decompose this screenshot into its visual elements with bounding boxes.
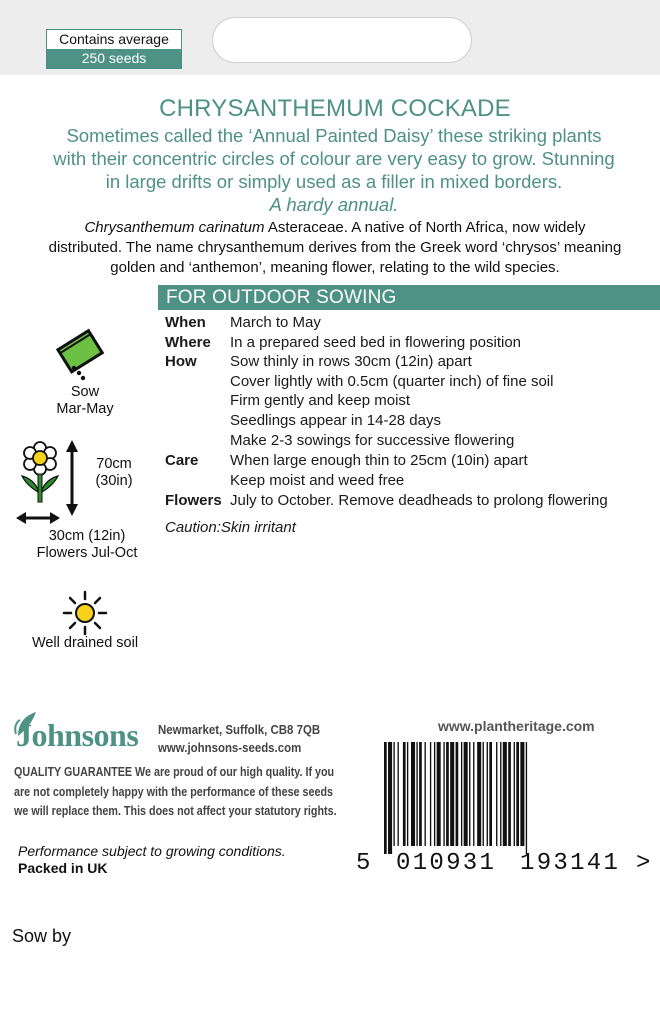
barcode-bar [384,742,387,854]
flowers-label: Flowers [165,492,222,509]
hardy-annual-text: A hardy annual. [269,194,399,215]
barcode-bar [434,742,435,846]
barcode-bar [487,742,488,846]
barcode-bar [489,742,492,846]
plant-size-icon [14,440,86,528]
intro-text [14,124,654,216]
quality-line: are not completely happy with the performance of these seeds [14,785,334,799]
barcode-group-2: 193141 [520,850,621,877]
description-line: golden and ‘anthemon’, meaning flower, relating to the wild species. [110,259,560,276]
height-inches: (30in) [95,473,133,489]
flowers-value: July to October. Remove deadheads to prolong flowering [230,492,608,509]
barcode-bar [520,742,524,846]
barcode-bar [469,742,470,846]
barcode-bar [526,742,527,854]
barcode-bar [461,742,462,846]
barcode-bar [450,742,454,846]
intro-line: with their concentric circles of colour are very easy to grow. Stunning [53,148,615,169]
barcode-bar [473,742,474,846]
johnsons-logo: Johnsons [16,717,139,753]
how-line: Sow thinly in rows 30cm (12in) apart [230,353,472,370]
care-line: Keep moist and weed free [230,472,405,489]
sow-months: Mar-May [56,401,114,417]
height-value: 70cm [96,456,132,472]
barcode-bar [516,742,519,846]
quality-line: we will replace them. This does not affect your statutory rights. [14,804,337,818]
latin-name: Chrysanthemum carinatum [84,219,265,236]
how-line: Firm gently and keep moist [230,392,411,409]
sow-caption [40,384,130,418]
barcode-bar [411,742,415,846]
barcode-bar [500,742,501,846]
barcode-arrow: > [636,850,653,877]
intro-line: Sometimes called the ‘Annual Painted Daisy’ these striking plants [66,125,602,146]
sun-icon [62,590,108,636]
barcode-bar [503,742,507,846]
page-title: CHRYSANTHEMUM COCKADE [159,95,511,122]
barcode-bar [456,742,459,846]
barcode-bar [496,742,497,846]
description [12,218,658,278]
barcode-bar [393,742,394,846]
intro-line: in large drifts or simply used as a filler in mixed borders. [105,171,563,192]
caution-value: Skin irritant [220,519,296,536]
quality-line: QUALITY GUARANTEE We are proud of our high quality. If you [14,765,335,779]
barcode-bar [430,742,431,846]
where-label: Where [165,334,211,351]
flowering-months: Flowers Jul-Oct [36,545,138,561]
soil-caption: Well drained soil [31,635,139,651]
height-caption [78,456,150,490]
where-value: In a prepared seed bed in flowering position [230,334,522,351]
performance-note: Performance subject to growing conditions. [18,843,286,859]
how-line: Make 2-3 sowings for successive flowering [230,432,515,449]
packet-window [212,17,472,63]
seed-count-label: Contains average [59,31,169,47]
barcode-bar [425,742,426,846]
when-value: March to May [230,314,321,331]
care-line: When large enough thin to 25cm (10in) apart [230,452,528,469]
barcode-first-digit: 5 [356,850,373,877]
barcode-bar [437,742,441,846]
how-line: Seedlings appear in 14-28 days [230,412,441,429]
description-line: Asteraceae. A native of North Africa, now widely [264,219,586,236]
seed-count-box [46,29,182,69]
barcode-bar [419,742,422,846]
how-label: How [165,353,197,370]
caution-label: Caution: [165,519,221,536]
barcode-bar [514,742,515,846]
care-label: Care [165,452,199,469]
seed-packet-icon [52,318,116,382]
barcode-group-1: 010931 [396,850,497,877]
barcode-bar [477,742,481,846]
spread-value: 30cm (12in) [48,528,126,544]
packed-in: Packed in UK [18,860,108,876]
brand-website: www.johnsons-seeds.com [158,740,302,755]
address: Newmarket, Suffolk, CB8 7QB [158,722,321,737]
how-line: Cover lightly with 0.5cm (quarter inch) of fine soil [230,373,554,390]
barcode-bar [407,742,408,846]
barcode-bar [416,742,417,846]
barcode-bar [403,742,406,846]
seed-count-value: 250 seeds [47,49,181,68]
sow-by-label: Sow by [12,926,72,946]
barcode-bar [443,742,444,846]
sowing-heading: FOR OUTDOOR SOWING [166,287,397,308]
description-line: distributed. The name chrysanthemum derives from the Greek word ‘chrysos’ meaning [48,239,622,256]
barcode-bar [398,742,399,846]
barcode [384,742,642,854]
when-label: When [165,314,206,331]
sow-label: Sow [70,384,100,400]
barcode-bar [388,742,392,854]
barcode-bar [508,742,511,846]
barcode-bar [446,742,449,846]
barcode-bar [464,742,468,846]
caution-note [165,518,296,538]
spread-caption [12,528,162,562]
barcode-bar [483,742,484,846]
plant-heritage-website: www.plantheritage.com [438,718,595,734]
